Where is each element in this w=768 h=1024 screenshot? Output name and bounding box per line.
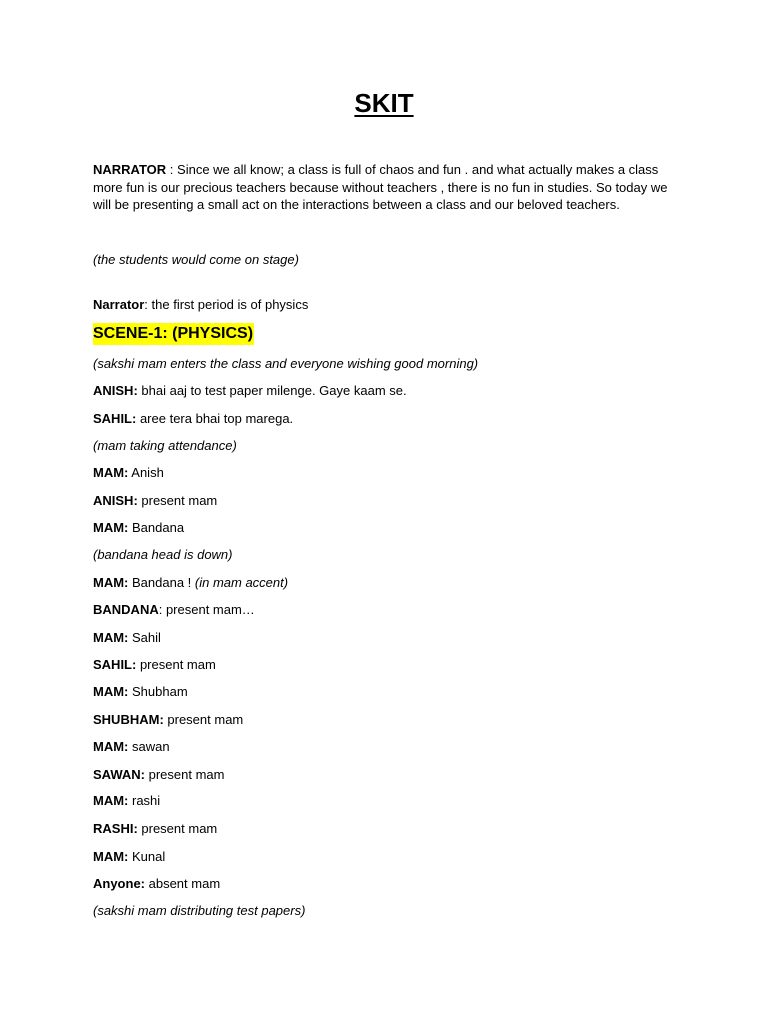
dialogue-text: : present mam…: [158, 602, 255, 617]
speaker-label: ANISH:: [93, 383, 138, 398]
dialogue-line: [93, 820, 217, 838]
dialogue-line: [93, 656, 216, 674]
dialogue-text: aree tera bhai top marega.: [136, 411, 294, 426]
dialogue-text: rashi: [128, 793, 161, 808]
speaker-label: MAM:: [93, 684, 129, 699]
dialogue-line: [93, 875, 220, 893]
dialogue-line: [93, 492, 217, 510]
speaker-label: MAM:: [93, 520, 129, 535]
dialogue-line: [93, 766, 224, 784]
dialogue-text: Bandana: [128, 520, 185, 535]
dialogue-line: [93, 574, 288, 592]
speaker-label: RASHI:: [93, 821, 138, 836]
speaker-label: MAM:: [93, 575, 129, 590]
stage-direction: (mam taking attendance): [93, 438, 237, 453]
speaker-label: MAM:: [93, 849, 129, 864]
dialogue-line: [93, 464, 164, 482]
speaker-label: NARRATOR: [93, 162, 167, 177]
dialogue-text: the first period is of physics: [151, 297, 309, 312]
dialogue-text: present mam: [136, 657, 216, 672]
speaker-label: SHUBHAM:: [93, 712, 164, 727]
dialogue-line: [93, 519, 184, 537]
speaker-label: MAM:: [93, 465, 129, 480]
dialogue-text: Since we all know; a class is full of chaos and fun . and what actually makes a class more fun is our precious teachers because without teachers , there is no fun in studies. So today we will be presenting a small act on the interactions between a class and our beloved teachers.: [93, 162, 668, 212]
dialogue-text: present mam: [137, 493, 218, 508]
document-title: SKIT: [354, 88, 414, 118]
dialogue-line: [93, 792, 160, 810]
dialogue-text: absent mam: [145, 876, 221, 891]
speaker-label: MAM:: [93, 630, 129, 645]
dialogue-line: [93, 601, 255, 619]
dialogue-line: [93, 848, 165, 866]
speaker-label: MAM:: [93, 793, 129, 808]
speaker-label: SAHIL:: [93, 657, 137, 672]
speaker-label: ANISH:: [93, 493, 138, 508]
dialogue-line: [93, 683, 188, 701]
dialogue-text: Anish: [128, 465, 164, 480]
dialogue-line: [93, 382, 407, 400]
stage-direction: (sakshi mam enters the class and everyone wishing good morning): [93, 356, 479, 371]
speaker-label: Anyone:: [93, 876, 145, 891]
dialogue-line: [93, 738, 170, 756]
dialogue-text: Sahil: [128, 630, 161, 645]
dialogue-text: Shubham: [128, 684, 188, 699]
stage-direction: (bandana head is down): [93, 547, 233, 562]
dialogue-text: present mam: [137, 821, 218, 836]
narrator-intro: NARRATOR : Since we all know; a class is full of chaos and fun . and what actually makes a class more fun is our precious teachers because without teachers , there is no fun in studies. So today we will be presenting a small act on the interactions between a class and our beloved teachers.: [93, 162, 668, 212]
speaker-label: BANDANA: [93, 602, 159, 617]
speaker-label: SAWAN:: [93, 767, 145, 782]
dialogue-line: [93, 629, 161, 647]
dialogue-line: [93, 711, 243, 729]
scene-heading: SCENE-1: (PHYSICS): [93, 323, 254, 345]
dialogue-line: [93, 410, 293, 428]
stage-direction: (the students would come on stage): [93, 252, 299, 267]
stage-direction: (sakshi mam distributing test papers): [93, 903, 306, 918]
dialogue-text: Bandana !: [128, 575, 195, 590]
dialogue-text: Kunal: [128, 849, 166, 864]
dialogue-text: bhai aaj to test paper milenge. Gaye kaam se.: [137, 383, 407, 398]
speaker-label: MAM:: [93, 739, 129, 754]
inline-direction: (in mam accent): [194, 575, 289, 590]
dialogue-text: present mam: [163, 712, 244, 727]
speaker-label: Narrator: [93, 297, 145, 312]
narrator-period: Narrator: the first period is of physics: [93, 297, 309, 312]
dialogue-text: present mam: [145, 767, 225, 782]
dialogue-text: sawan: [128, 739, 170, 754]
speaker-label: SAHIL:: [93, 411, 137, 426]
